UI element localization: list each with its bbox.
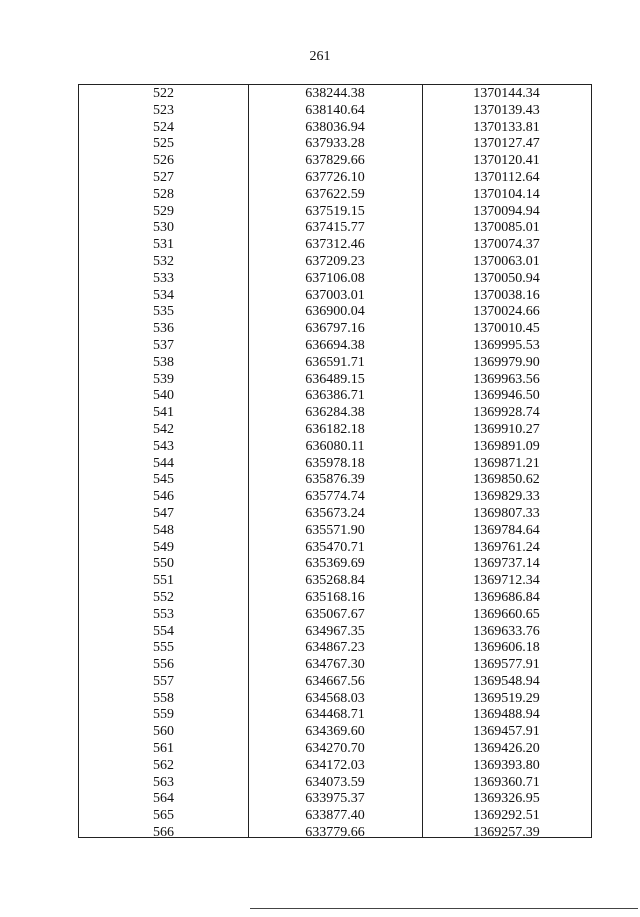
y-coordinate-cell: 1369928.74 — [473, 405, 540, 421]
x-coordinate-cell: 635673.24 — [305, 505, 365, 521]
table-row — [79, 456, 591, 473]
x-coordinate-cell: 637415.77 — [305, 220, 365, 236]
y-coordinate-cell: 1369995.53 — [473, 337, 540, 353]
table-row — [79, 288, 591, 305]
y-coordinate-cell: 1370085.01 — [473, 220, 540, 236]
y-coordinate-cell: 1370112.64 — [473, 169, 540, 185]
y-coordinate-cell: 1369326.95 — [473, 791, 540, 807]
table-row — [79, 86, 591, 103]
point-number-cell: 534 — [153, 287, 174, 303]
point-number-cell: 555 — [153, 640, 174, 656]
y-coordinate-cell: 1369633.76 — [473, 623, 540, 639]
point-number-cell: 543 — [153, 438, 174, 454]
y-coordinate-cell: 1370063.01 — [473, 253, 540, 269]
y-coordinate-cell: 1369577.91 — [473, 657, 540, 673]
x-coordinate-cell: 637933.28 — [305, 136, 365, 152]
table-row — [79, 657, 591, 674]
x-coordinate-cell: 635369.69 — [305, 556, 365, 572]
table-row — [79, 506, 591, 523]
point-number-cell: 525 — [153, 136, 174, 152]
x-coordinate-cell: 635876.39 — [305, 472, 365, 488]
table-row — [79, 187, 591, 204]
y-coordinate-cell: 1369393.80 — [473, 757, 540, 773]
table-row — [79, 808, 591, 825]
table-row — [79, 237, 591, 254]
x-coordinate-cell: 637726.10 — [305, 169, 365, 185]
x-coordinate-cell: 634767.30 — [305, 657, 365, 673]
x-coordinate-cell: 633975.37 — [305, 791, 365, 807]
point-number-cell: 550 — [153, 556, 174, 572]
x-coordinate-cell: 637209.23 — [305, 253, 365, 269]
table-row — [79, 472, 591, 489]
point-number-cell: 563 — [153, 774, 174, 790]
point-number-cell: 552 — [153, 589, 174, 605]
y-coordinate-cell: 1370144.34 — [473, 86, 540, 101]
y-coordinate-cell: 1369257.39 — [473, 825, 540, 841]
table-row — [79, 791, 591, 808]
point-number-cell: 528 — [153, 186, 174, 202]
x-coordinate-cell: 637312.46 — [305, 237, 365, 253]
x-coordinate-cell: 635470.71 — [305, 539, 365, 555]
point-number-cell: 530 — [153, 220, 174, 236]
x-coordinate-cell: 635067.67 — [305, 606, 365, 622]
point-number-cell: 535 — [153, 304, 174, 320]
x-coordinate-cell: 633779.66 — [305, 825, 365, 841]
y-coordinate-cell: 1370139.43 — [473, 102, 540, 118]
y-coordinate-cell: 1369891.09 — [473, 438, 540, 454]
x-coordinate-cell: 638036.94 — [305, 119, 365, 135]
point-number-cell: 541 — [153, 405, 174, 421]
table-row — [79, 355, 591, 372]
y-coordinate-cell: 1369426.20 — [473, 741, 540, 757]
y-coordinate-cell: 1369871.21 — [473, 455, 540, 471]
point-number-cell: 548 — [153, 522, 174, 538]
point-number-cell: 566 — [153, 825, 174, 841]
y-coordinate-cell: 1369712.34 — [473, 573, 540, 589]
x-coordinate-cell: 636797.16 — [305, 321, 365, 337]
table-row — [79, 590, 591, 607]
y-coordinate-cell: 1369784.64 — [473, 522, 540, 538]
x-coordinate-cell: 634568.03 — [305, 690, 365, 706]
point-number-cell: 556 — [153, 657, 174, 673]
point-number-cell: 542 — [153, 421, 174, 437]
point-number-cell: 559 — [153, 707, 174, 723]
table-row — [79, 724, 591, 741]
x-coordinate-cell: 636900.04 — [305, 304, 365, 320]
point-number-cell: 546 — [153, 489, 174, 505]
x-coordinate-cell: 637519.15 — [305, 203, 365, 219]
y-coordinate-cell: 1369606.18 — [473, 640, 540, 656]
point-number-cell: 527 — [153, 169, 174, 185]
point-number-cell: 560 — [153, 724, 174, 740]
y-coordinate-cell: 1370050.94 — [473, 270, 540, 286]
x-coordinate-cell: 636284.38 — [305, 405, 365, 421]
y-coordinate-cell: 1369910.27 — [473, 421, 540, 437]
table-row — [79, 220, 591, 237]
table-row — [79, 304, 591, 321]
x-coordinate-cell: 634369.60 — [305, 724, 365, 740]
table-row — [79, 825, 591, 842]
y-coordinate-cell: 1370024.66 — [473, 304, 540, 320]
y-coordinate-cell: 1369761.24 — [473, 539, 540, 555]
footer-rule — [250, 908, 638, 909]
point-number-cell: 554 — [153, 623, 174, 639]
table-row — [79, 741, 591, 758]
point-number-cell: 524 — [153, 119, 174, 135]
table-row — [79, 405, 591, 422]
point-number-cell: 539 — [153, 371, 174, 387]
table-row — [79, 254, 591, 271]
y-coordinate-cell: 1369519.29 — [473, 690, 540, 706]
y-coordinate-cell: 1370120.41 — [473, 153, 540, 169]
table-row — [79, 523, 591, 540]
y-coordinate-cell: 1370127.47 — [473, 136, 540, 152]
x-coordinate-cell: 638244.38 — [305, 86, 365, 101]
table-row — [79, 153, 591, 170]
y-coordinate-cell: 1369737.14 — [473, 556, 540, 572]
x-coordinate-cell: 635571.90 — [305, 522, 365, 538]
table-row — [79, 624, 591, 641]
table-row — [79, 758, 591, 775]
point-number-cell: 545 — [153, 472, 174, 488]
x-coordinate-cell: 637622.59 — [305, 186, 365, 202]
y-coordinate-cell: 1369488.94 — [473, 707, 540, 723]
point-number-cell: 544 — [153, 455, 174, 471]
y-coordinate-cell: 1369548.94 — [473, 673, 540, 689]
x-coordinate-cell: 634073.59 — [305, 774, 365, 790]
table-row — [79, 136, 591, 153]
x-coordinate-cell: 634172.03 — [305, 757, 365, 773]
point-number-cell: 553 — [153, 606, 174, 622]
table-row — [79, 388, 591, 405]
table-row — [79, 775, 591, 792]
y-coordinate-cell: 1370038.16 — [473, 287, 540, 303]
table-row — [79, 707, 591, 724]
table-row — [79, 170, 591, 187]
y-coordinate-cell: 1370094.94 — [473, 203, 540, 219]
point-number-cell: 540 — [153, 388, 174, 404]
y-coordinate-cell: 1369829.33 — [473, 489, 540, 505]
coordinate-table — [78, 84, 592, 841]
y-coordinate-cell: 1370010.45 — [473, 321, 540, 337]
point-number-cell: 564 — [153, 791, 174, 807]
y-coordinate-cell: 1369360.71 — [473, 774, 540, 790]
x-coordinate-cell: 634468.71 — [305, 707, 365, 723]
x-coordinate-cell: 635268.84 — [305, 573, 365, 589]
x-coordinate-cell: 637003.01 — [305, 287, 365, 303]
point-number-cell: 532 — [153, 253, 174, 269]
x-coordinate-cell: 636489.15 — [305, 371, 365, 387]
point-number-cell: 538 — [153, 354, 174, 370]
table-row — [79, 540, 591, 557]
x-coordinate-cell: 637829.66 — [305, 153, 365, 169]
point-number-cell: 561 — [153, 741, 174, 757]
point-number-cell: 522 — [153, 86, 174, 101]
y-coordinate-cell: 1369946.50 — [473, 388, 540, 404]
y-coordinate-cell: 1369457.91 — [473, 724, 540, 740]
point-number-cell: 523 — [153, 102, 174, 118]
y-coordinate-cell: 1369686.84 — [473, 589, 540, 605]
table-row — [79, 103, 591, 120]
y-coordinate-cell: 1370074.37 — [473, 237, 540, 253]
table-row — [79, 556, 591, 573]
x-coordinate-cell: 636182.18 — [305, 421, 365, 437]
table-row — [79, 439, 591, 456]
point-number-cell: 529 — [153, 203, 174, 219]
point-number-cell: 536 — [153, 321, 174, 337]
table-row — [79, 489, 591, 506]
point-number-cell: 565 — [153, 808, 174, 824]
x-coordinate-cell: 636080.11 — [305, 438, 365, 454]
x-coordinate-cell: 634967.35 — [305, 623, 365, 639]
x-coordinate-cell: 634270.70 — [305, 741, 365, 757]
x-coordinate-cell: 637106.08 — [305, 270, 365, 286]
table-row — [79, 321, 591, 338]
page-number: 261 — [309, 49, 331, 64]
y-coordinate-cell: 1369292.51 — [473, 808, 540, 824]
x-coordinate-cell: 633877.40 — [305, 808, 365, 824]
point-number-cell: 537 — [153, 337, 174, 353]
x-coordinate-cell: 634667.56 — [305, 673, 365, 689]
table-row — [79, 674, 591, 691]
point-number-cell: 526 — [153, 153, 174, 169]
table-row — [79, 204, 591, 221]
point-number-cell: 551 — [153, 573, 174, 589]
x-coordinate-cell: 634867.23 — [305, 640, 365, 656]
y-coordinate-cell: 1369850.62 — [473, 472, 540, 488]
x-coordinate-cell: 635978.18 — [305, 455, 365, 471]
y-coordinate-cell: 1369660.65 — [473, 606, 540, 622]
point-number-cell: 557 — [153, 673, 174, 689]
table-row — [79, 372, 591, 389]
table-row — [79, 691, 591, 708]
y-coordinate-cell: 1370133.81 — [473, 119, 540, 135]
table-row — [79, 120, 591, 137]
x-coordinate-cell: 636386.71 — [305, 388, 365, 404]
x-coordinate-cell: 636591.71 — [305, 354, 365, 370]
x-coordinate-cell: 635774.74 — [305, 489, 365, 505]
table-row — [79, 573, 591, 590]
point-number-cell: 549 — [153, 539, 174, 555]
x-coordinate-cell: 638140.64 — [305, 102, 365, 118]
point-number-cell: 533 — [153, 270, 174, 286]
table-row — [79, 338, 591, 355]
y-coordinate-cell: 1370104.14 — [473, 186, 540, 202]
y-coordinate-cell: 1369979.90 — [473, 354, 540, 370]
point-number-cell: 547 — [153, 505, 174, 521]
y-coordinate-cell: 1369963.56 — [473, 371, 540, 387]
table-row — [79, 422, 591, 439]
table-row — [79, 607, 591, 624]
x-coordinate-cell: 636694.38 — [305, 337, 365, 353]
table-row — [79, 271, 591, 288]
x-coordinate-cell: 635168.16 — [305, 589, 365, 605]
point-number-cell: 531 — [153, 237, 174, 253]
point-number-cell: 562 — [153, 757, 174, 773]
y-coordinate-cell: 1369807.33 — [473, 505, 540, 521]
table-row — [79, 640, 591, 657]
point-number-cell: 558 — [153, 690, 174, 706]
table-body — [79, 86, 591, 842]
